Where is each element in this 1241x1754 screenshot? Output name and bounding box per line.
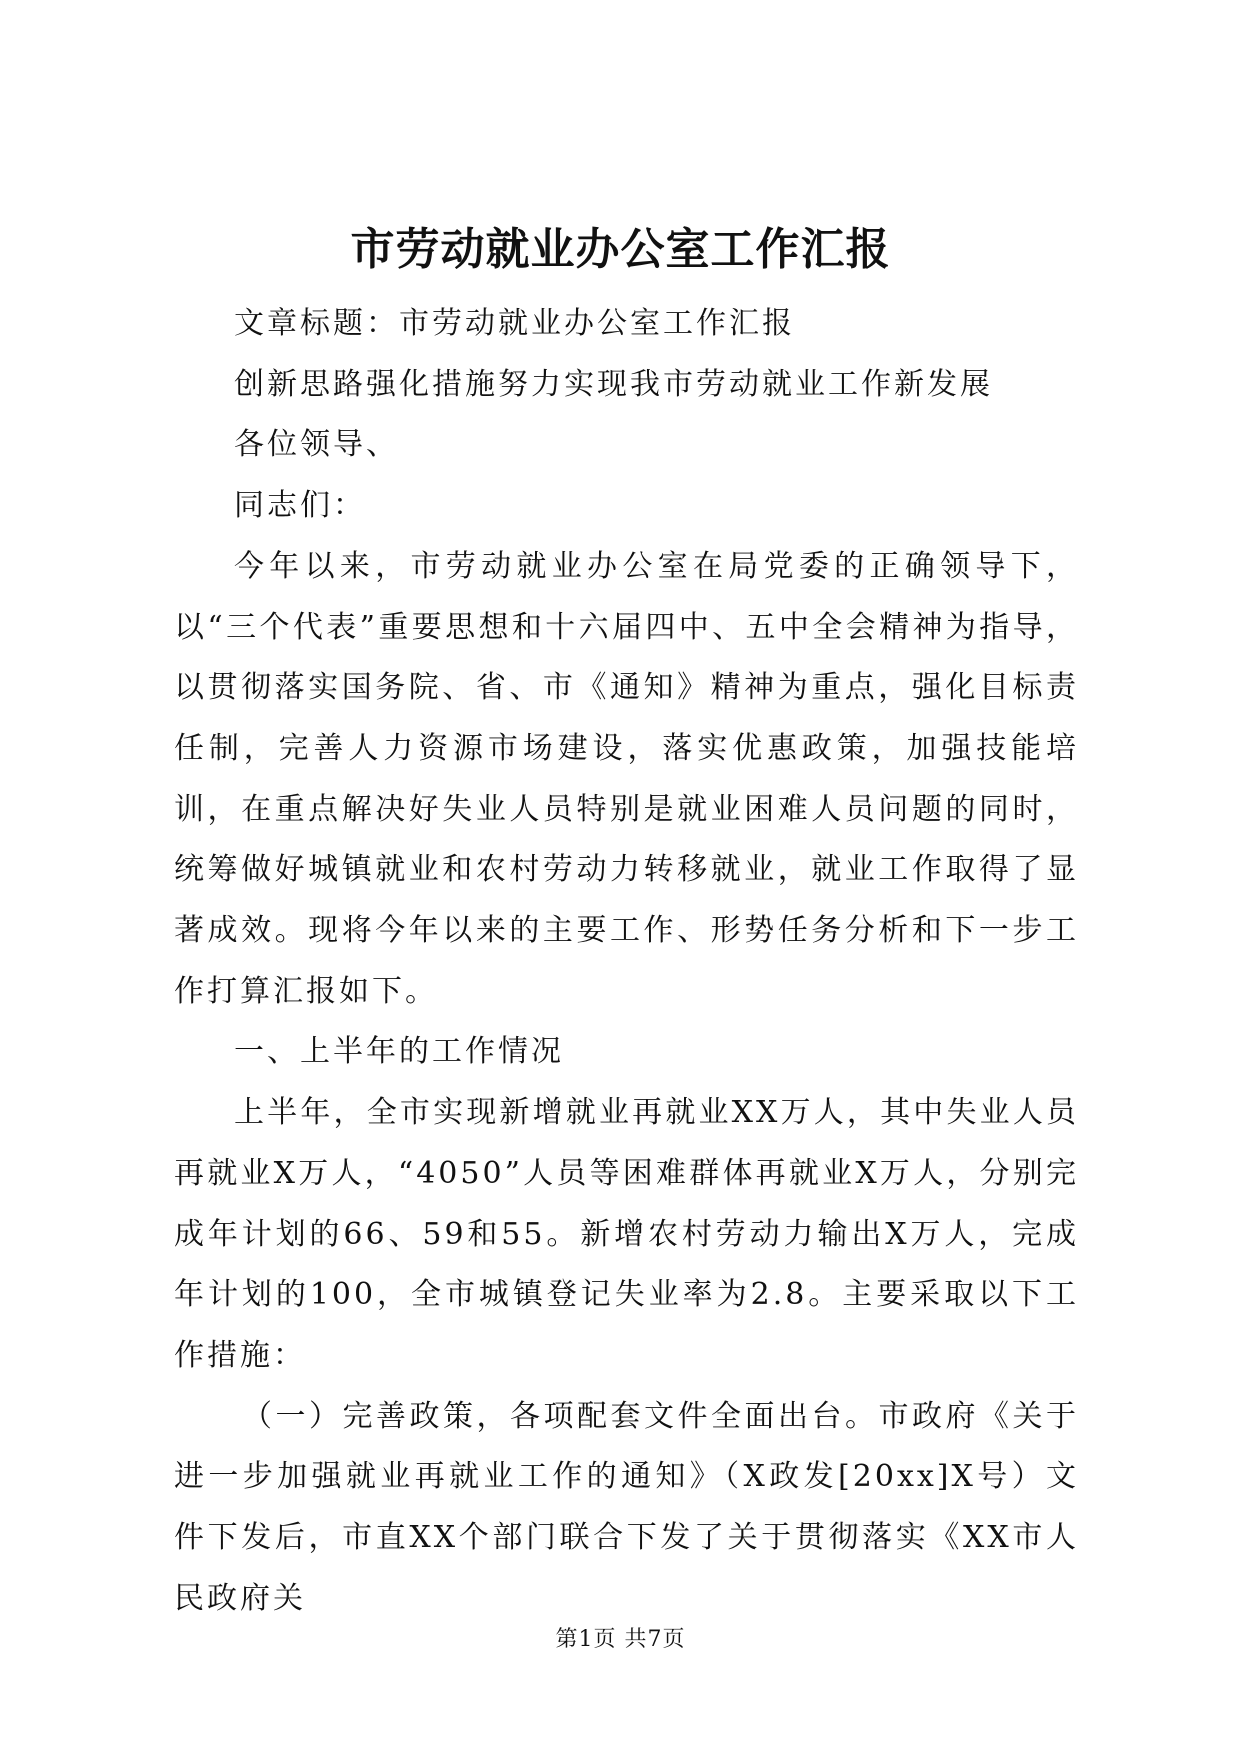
subtitle-line: 创新思路强化措施努力实现我市劳动就业工作新发展 <box>234 366 993 402</box>
section-heading: 一、上半年的工作情况 <box>234 1034 564 1070</box>
article-title-line: 文章标题：市劳动就业办公室工作汇报 <box>234 306 795 341</box>
salutation-line-2: 同志们： <box>234 488 366 524</box>
measure-paragraph-1: （一）完善政策，各项配套文件全面出台。市政府《关于进一步加强就业再就业工作的通知》（X政发[20xx]X号）文件下发后，市直XX个部门联合下发了关于贯彻落实《XX市人民政府关 <box>174 1398 1079 1616</box>
salutation-line-1: 各位领导、 <box>234 427 399 463</box>
document-body <box>174 294 1079 1629</box>
intro-paragraph: 今年以来，市劳动就业办公室在局党委的正确领导下，以“三个代表”重要思想和十六届四中、五中全会精神为指导，以贯彻落实国务院、省、市《通知》精神为重点，强化目标责任制，完善人力资源市场建设，落实优惠政策，加强技能培训，在重点解决好失业人员特别是就业困难人员问题的同时，统筹做好城镇就业和农村劳动力转移就业，就业工作取得了显著成效。现将今年以来的主要工作、形势任务分析和下一步工作打算汇报如下。 <box>174 548 1079 1009</box>
document-title: 市劳动就业办公室工作汇报 <box>350 224 891 275</box>
page-number-footer: 第1页 共7页 <box>555 1627 686 1652</box>
summary-paragraph: 上半年，全市实现新增就业再就业XX万人，其中失业人员再就业X万人，“4050”人员等困难群体再就业X万人，分别完成年计划的66、59和55。新增农村劳动力输出X万人，完成年计划的100，全市城镇登记失业率为2.8。主要采取以下工作措施： <box>174 1095 1079 1373</box>
